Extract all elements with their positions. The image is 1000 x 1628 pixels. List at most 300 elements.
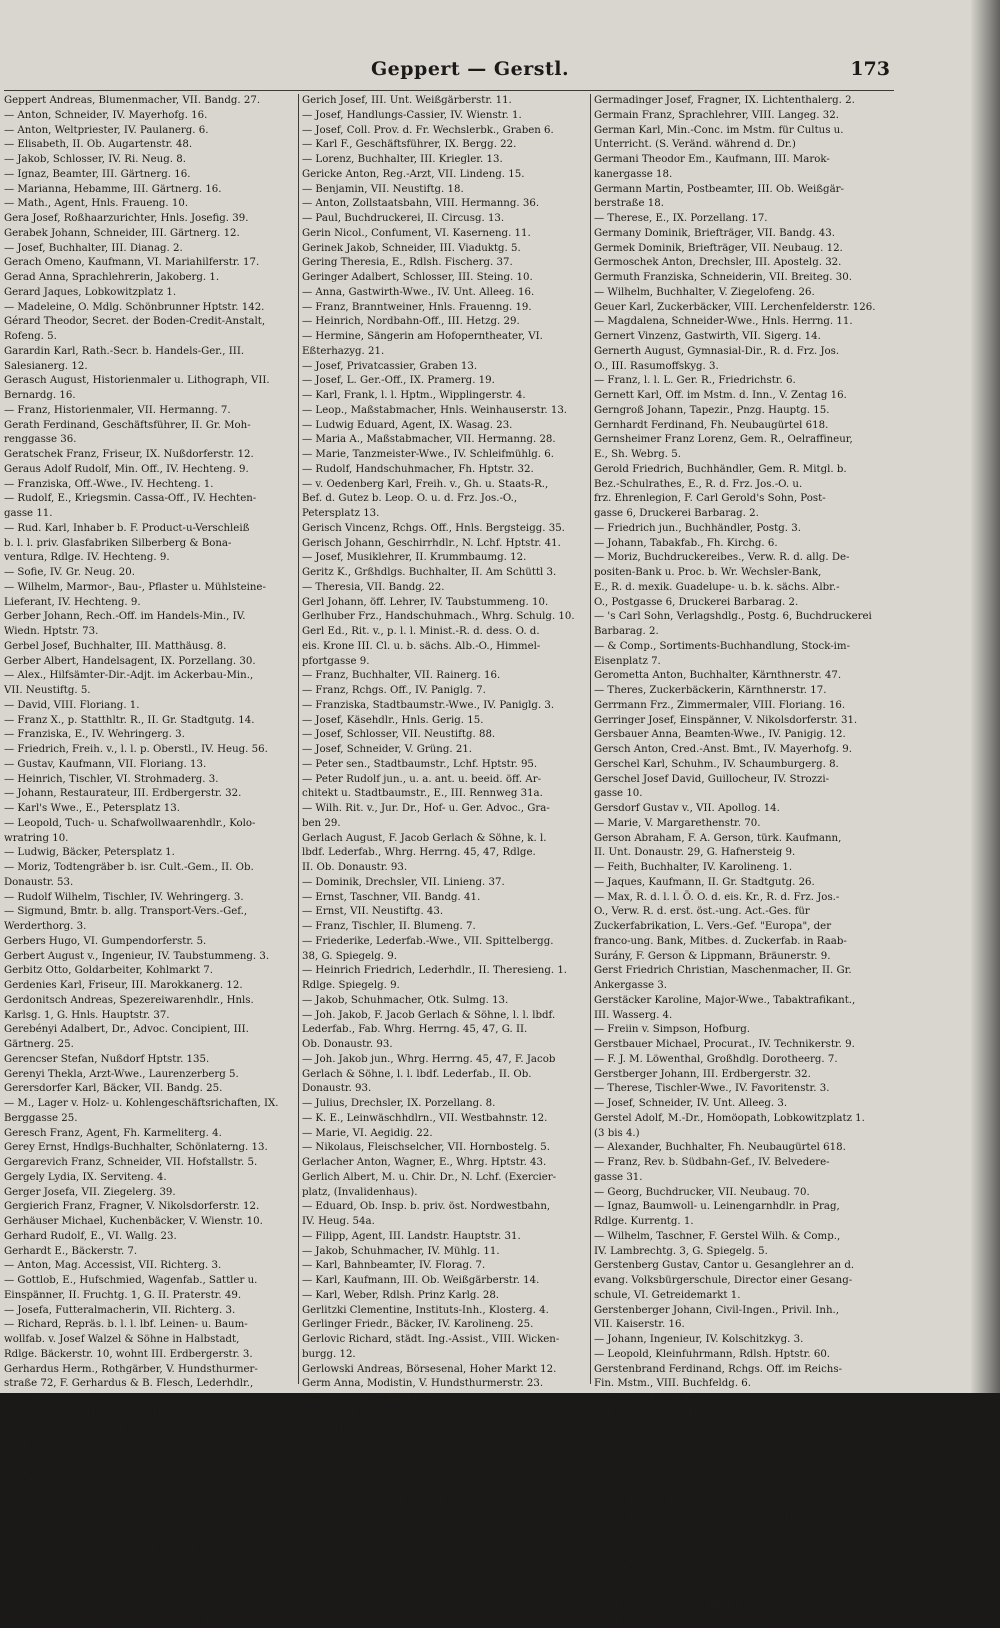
directory-entry-line: — & Comp., Sortiments-Buchhandlung, Stock-im- [594, 640, 851, 652]
directory-entry-line: franco-ung. Bank, Mitbes. d. Zuckerfab. in Raab- [594, 935, 847, 947]
directory-entry-line: — Josefa, Futteralmacherin, VII. Richterg. 3. [4, 1304, 236, 1316]
directory-entry-line: Karlsg. 1, G. Hnls. Hauptstr. 37. [4, 1009, 170, 1021]
directory-entry-line: Gerstenhöfer Franz, IV. Mühlg. 5. [594, 1555, 768, 1567]
directory-entry-line: Gerath Ferdinand, Geschäftsführer, II. Gr. Moh- [4, 419, 251, 431]
directory-entry-line: wollfab. v. Josef Walzel & Söhne in Halbstadt, [4, 1334, 240, 1345]
directory-entry-line: — Franz, Historienmaler, VII. Hermanng. 7. [4, 404, 231, 416]
directory-entry-line: renggasse 36. [4, 434, 77, 446]
directory-entry-line: — 's Carl Sohn, Verlagshdlg., Postg. 6, Buchdruckerei [594, 611, 872, 623]
directory-entry-line: Gerstenegger Lorenz, V. Wienstr. 11. [594, 1496, 785, 1508]
directory-entry-line: Gerstenbrand Ferdinand, Rchgs. Off. im Reichs- [594, 1363, 843, 1375]
directory-entry-line: — Franziska, E., IV. Wehringerg. 3. [4, 729, 185, 741]
directory-entry-line: Franz-Josefs-Quai 23. [4, 1393, 115, 1404]
page-edge-shadow [970, 0, 1000, 1393]
directory-entry-line: Geppert Andreas, Blumenmacher, VII. Bandg. 27. [4, 95, 261, 106]
directory-entry-line: — Franziska, Off.-Wwe., IV. Hechteng. 1. [4, 478, 214, 490]
directory-entry-line: — Georg, Buchdrucker, VII. Neubaug. 70. [594, 1186, 810, 1198]
directory-entry-line: burgg. 12. [302, 1348, 356, 1360]
page-header-title: Geppert — Gerstl. [370, 58, 570, 80]
directory-entry-line: Gerard Jaques, Lobkowitzplatz 1. [4, 286, 177, 298]
directory-entry-line: — Ernst, Taschner, VII. Bandg. 41. [302, 891, 481, 903]
directory-entry-line: Geringer Adalbert, Schlosser, III. Steing. 10. [302, 272, 533, 283]
directory-entry-line: Gerdenies Karl, Friseur, III. Marokkanerg. 12. [4, 980, 243, 991]
directory-entry-line: Gerschel Karl, Schuhm., IV. Schaumburgerg. 8. [594, 758, 839, 770]
directory-entry-line: Surány, F. Gerson & Lippmann, Bräunerstr. 9. [594, 950, 831, 962]
directory-entry-line: Gerngroß Johann, Tapezir., Pnzg. Hauptg. 15. [594, 404, 830, 416]
directory-entry-line: Gerold Friedrich, Buchhändler, Gem. R. Mitgl. b. [594, 463, 847, 475]
directory-entry-line: — Josef, Privatcassier, Graben 13. [302, 360, 478, 372]
directory-entry-line: — Jakob, Schuhmacher, Otk. Sulmg. 13. [302, 994, 509, 1006]
directory-entry-line: — Benjamin, VII. Neustiftg. 18. [302, 183, 464, 195]
directory-entry-line: — Franz, Polizei-Off., VI. Hirscheng. 15. [302, 1481, 509, 1493]
directory-entry-line: gasse 31. [594, 1171, 643, 1183]
directory-entry-line: Gersdorf Gustav v., VII. Apollog. 14. [594, 803, 780, 814]
directory-entry-line: E., Sh. Webrg. 5. [594, 449, 681, 460]
directory-entry-line: — Franz, Rchgs. Off., IV. Paniglg. 7. [302, 685, 486, 696]
directory-entry-line: Rdlge. Spiegelg. 9. [302, 980, 400, 991]
directory-entry-line: — Friedrich, Freih. v., l. l. p. Oberstl., IV. Heug. 56. [4, 744, 268, 755]
directory-entry-line: — Lorenz, Buchhalter, III. Kriegler. 13. [302, 154, 503, 165]
directory-entry-line: Gersbauer Anna, Beamten-Wwe., IV. Panigig. 12. [594, 729, 846, 741]
directory-entry-line: Germadinger Josef, Fragner, IX. Lichtenthalerg. 2. [594, 95, 855, 106]
directory-entry-line: Gerhardus Herm., Rothgärber, V. Hundsthurmer- [4, 1363, 258, 1375]
directory-entry-line: — Richard, Repräs. b. l. l. lbf. Leinen- u. Baum- [4, 1319, 248, 1331]
directory-entry-line: Gersch Anton, Cred.-Anst. Bmt., IV. Mayerhofg. 9. [594, 744, 852, 755]
directory-entry-line: — Peter Rudolf jun., u. a. ant. u. beeid. öff. Ar- [302, 773, 542, 785]
directory-entry-line: Ob. Donaustr. 93. [302, 1039, 393, 1050]
directory-entry-line: Gärtnerg. 25. [4, 1039, 74, 1050]
directory-entry-line: — David, VIII. Floriang. 1. [4, 699, 140, 711]
directory-entry-line: Gerhold Franz, Milchmeier u. Holzhdlr., E., Fh. 613. [4, 1511, 274, 1522]
directory-entry-line: — Magdalena, Schneider-Wwe., Hnls. Herrng. 11. [594, 316, 853, 328]
directory-entry-line: — Josef, Handlungs-Cassier, IV. Wienstr. 1. [302, 109, 522, 121]
directory-entry-line: Rdlge. Bäckerstr. 10, wohnt III. Erdbergerstr. 3. [4, 1348, 253, 1360]
directory-entry-line: — Ludwig Eduard, Agent, IX. Wasag. 23. [302, 419, 513, 431]
directory-entry-line: E., R. d. mexik. Guadelupe- u. b. k. sächs. Albr.- [594, 581, 840, 593]
directory-entry-line: Geraus Adolf Rudolf, Min. Off., IV. Hechteng. 9. [4, 463, 249, 475]
directory-column-2 [302, 94, 594, 1581]
directory-entry-line: platz, (Invalidenhaus). [302, 1186, 418, 1198]
directory-entry-line: — Gustav, Kaufmann, VII. Floriang. 13. [4, 758, 207, 770]
directory-entry-line: Berggasse 25. [4, 1112, 78, 1124]
directory-entry-line: Gerisch Johann, Geschirrhdlr., N. Lchf. Hptstr. 41. [302, 537, 561, 549]
directory-entry-line: evang. Volksbürgerschule, Director einer Gesang- [594, 1275, 853, 1286]
directory-entry-line: chitekt u. Stadtbaumstr., E., III. Rennweg 31a. [302, 788, 543, 800]
directory-entry-line: Gerbel Josef, Buchhalter, III. Matthäusg. 8. [4, 640, 227, 652]
directory-entry-line: Gerbitz Otto, Goldarbeiter, Kohlmarkt 7. [4, 965, 213, 977]
directory-entry-line: Germoschek Anton, Drechsler, III. Apostelg. 32. [594, 257, 842, 269]
directory-entry-line: — Ignaz, Baumwoll- u. Leinengarnhdlr. in Prag, [594, 1201, 840, 1213]
directory-entry-line: Unterricht. (S. Veränd. während d. Dr.) [594, 139, 796, 151]
directory-entry-line: gasse 10. [594, 788, 643, 800]
directory-entry-line: Garardin Karl, Rath.-Secr. b. Handels-Ger., III. [4, 345, 245, 357]
directory-entry-line: — Leopold, Tuch- u. Schafwollwaarenhdlr., Kolo- [4, 817, 256, 829]
directory-entry-line: lbdf. Lederfab., Whrg. Herrng. 45, 47, Rdlge. [302, 847, 536, 859]
directory-entry-line: — Maria A., Maßstabmacher, VII. Hermanng. 28. [302, 434, 556, 446]
directory-entry-line: — Friedrich jun., Buchhändler, Postg. 3. [594, 522, 801, 534]
directory-entry-line: Bez.-Schulrathes, E., R. d. Frz. Jos.-O. u. [594, 478, 803, 490]
directory-entry-line: (3 bis 4.) [594, 1127, 640, 1139]
directory-entry-line: Gernert Vinzenz, Gastwirth, VII. Sigerg. 14. [594, 331, 821, 342]
directory-entry-line: Geresch Franz, Agent, Fh. Karmeliterg. 4. [4, 1127, 222, 1139]
directory-entry-line: Gerin Nicol., Confument, VI. Kaserneng. 11. [302, 227, 531, 239]
directory-entry-line: — Franz, l. l. L. Ger. R., Friedrichstr. 6. [594, 375, 796, 387]
directory-entry-line: — Henriette, Leinwäschhdlg., Wildpretmarkt 5. [4, 1466, 250, 1478]
directory-entry-line: — Wilhelm, Marmor-, Bau-, Pflaster u. Mühlsteine- [4, 581, 266, 593]
directory-entry-line: Geratschek Franz, Friseur, IX. Nußdorferstr. 12. [4, 449, 254, 460]
directory-entry-line: gasse 27, Bank Neustiftg. 57. [302, 1466, 455, 1478]
directory-entry-line: — Ludwig, Dir. Bmt. b. Donau Dampfschifffahrt- [594, 1525, 843, 1537]
directory-entry-line: — Sigmund, Bmtr. b. allg. Transport-Vers.-Gef., [4, 906, 248, 918]
directory-entry-line: Gerisch Vincenz, Rchgs. Off., Hnls. Bergsteigg. 35. [302, 522, 565, 534]
directory-entry-line: — Alex., Hilfsämter-Dir.-Adjt. im Ackerbau-Min., [4, 670, 254, 682]
directory-entry-line: Gerach Omeno, Kaufmann, VI. Mariahilferstr. 17. [4, 257, 260, 269]
directory-entry-line: — Friederike, Lederfab.-Wwe., VII. Spittelbergg. [302, 935, 554, 947]
directory-entry-line: Germek Dominik, Briefträger, VII. Neubaug. 12. [594, 242, 843, 254]
directory-entry-line: — Therese, E., IX. Porzellang. 17. [594, 213, 768, 224]
directory-entry-line: — Josef, Musiklehrer, II. Krummbaumg. 12. [302, 552, 527, 564]
directory-entry-line: Gerber Albert, Handelsagent, IX. Porzellang. 30. [4, 655, 256, 667]
directory-entry-line: Ankergasse 3. [594, 980, 668, 991]
directory-entry-line: bahnen, V. Margarethenstr. 67. [594, 1481, 755, 1493]
directory-entry-line: — Math., Agent, Hnls. Fraueng. 10. [4, 198, 189, 210]
directory-entry-line: — Franz X., p. Statthltr. R., II. Gr. Stadtgutg. 14. [4, 714, 255, 726]
directory-entry-line: Gera Josef, Roßhaarzurichter, Hnls. Josefig. 39. [4, 213, 249, 224]
directory-entry-line: — Gottlob, E., Hufschmied, Wagenfab., Sattler u. [4, 1275, 258, 1286]
directory-entry-line: O., Verw. R. d. erst. öst.-ung. Act.-Ges. für [594, 906, 810, 918]
directory-entry-line: Gernhardt Ferdinand, Fh. Neubaugürtel 618. [594, 419, 829, 431]
directory-entry-line: — v. Oedenberg Karl, Freih. v., Gh. u. Staats-R., [302, 478, 549, 490]
directory-entry-line: Gerrmann Frz., Zimmermaler, VIII. Floriang. 16. [594, 699, 846, 711]
directory-entry-line: Gerger Josefa, VII. Ziegelerg. 39. [4, 1186, 176, 1198]
directory-entry-line: — Johann, E., III. Hühnerg. 4. [594, 1393, 748, 1404]
directory-entry-line: — Karl F., Geschäftsführer, IX. Bergg. 22. [302, 139, 517, 151]
directory-entry-line: — Albert, Geschäftsagent, IX. Alserstr. 34. [594, 1614, 813, 1626]
directory-entry-line: — Josef, Coll. Prov. d. Fr. Wechslerbk., Graben 6. [302, 124, 554, 136]
directory-entry-line: Gerstenbrandt Bened., p. Mil. Verpfl. Oberverw., [594, 1437, 846, 1449]
directory-entry-line: Gerst Friedrich Christian, Maschenmacher, II. Gr. [594, 965, 852, 977]
directory-entry-line: — Alexander, Buchhalter, Fh. Neubaugürtel 618. [594, 1142, 846, 1154]
directory-entry-line: Gergely Lydia, IX. Serviteng. 4. [4, 1171, 167, 1183]
directory-entry-line: Gerlich Albert, M. u. Chir. Dr., N. Lchf. (Exercier- [302, 1171, 557, 1183]
directory-entry-line: Werderthorg. 3. [4, 921, 87, 932]
directory-entry-line: — Feith, Buchhalter, IV. Karolineng. 1. [594, 862, 793, 873]
directory-entry-line: — K. E., Leinwäschhdlrn., VII. Westbahnstr. 12. [302, 1112, 548, 1124]
directory-entry-line: — Sofie, IV. Gr. Neug. 20. [4, 567, 135, 578]
directory-entry-line: — Paul, Buchdruckerei, II. Circusg. 13. [302, 213, 505, 224]
directory-entry-line: Gerstberger Johann, III. Erdbergerstr. 32. [594, 1068, 811, 1080]
directory-entry-line: Bef. d. Gutez b. Leop. O. u. d. Frz. Jos.-O., [302, 493, 518, 505]
header-rule [4, 90, 894, 91]
directory-entry-line: — Karl, Weber, Rdlsh. Prinz Karlg. 28. [302, 1289, 500, 1301]
directory-entry-line: — Peter sen., Stadtbaumstr., Lchf. Hptstr. 95. [302, 758, 538, 770]
directory-entry-line: Gerometta Anton, Buchhalter, Kärnthnerstr. 47. [594, 670, 842, 682]
directory-entry-line: Gerl Ed., Rit. v., p. l. l. Minist.-R. d. dess. O. d. [302, 626, 540, 637]
directory-entry-line: — Dominik, Drechsler, VII. Linieng. 37. [302, 876, 505, 888]
directory-entry-line: — Anton, Schneider, IV. Mayerhofg. 16. [4, 109, 208, 121]
directory-entry-line: — Marianna, Hebamme, III. Gärtnerg. 16. [4, 183, 222, 195]
directory-entry-line: — Franz sen., Milchmeier, VI. Stiegeng. 11. [4, 1525, 230, 1537]
directory-entry-line: — Josef, Buchhalter, III. Dianag. 2. [4, 242, 183, 254]
directory-entry-line: — Theresia, VII. Bandg. 22. [302, 581, 445, 593]
directory-entry-line: Gerasch August, Historienmaler u. Lithograph, VII. [4, 375, 270, 387]
directory-entry-line: — Josef, Schneider, V. Grüng. 21. [302, 744, 473, 755]
directory-entry-line: Germany Dominik, Briefträger, VII. Bandg. 43. [594, 227, 835, 239]
directory-entry-line: Gerencser Stefan, Nußdorf Hptstr. 135. [4, 1053, 210, 1065]
directory-entry-line: Gergarevich Franz, Schneider, VII. Hofstallstr. 5. [4, 1157, 258, 1168]
directory-entry-line: — Rudolf, E., Kriegsmin. Cassa-Off., IV. Hechten- [4, 493, 257, 505]
directory-entry-line: — Franz, Clavierstimmer, V. Krong. 16. [4, 1540, 206, 1552]
directory-entry-line: — Johann, Restaurateur, III. Erdbergerstr. 32. [4, 788, 242, 800]
directory-entry-line: Gérard Theodor, Secret. der Boden-Credit-Anstalt, [4, 316, 266, 328]
directory-entry-line: Lederfab., Fab. Whrg. Herrng. 45, 47, G. II. [302, 1024, 528, 1036]
directory-entry-line: IV. Lambrechtg. 3, G. Spiegelg. 5. [594, 1245, 768, 1257]
directory-entry-line: Gesell., Graben 29. [594, 1540, 694, 1552]
directory-entry-line: — Karl's Wwe., E., Petersplatz 13. [4, 803, 180, 814]
directory-entry-line: berstraße 18. [594, 198, 664, 210]
directory-entry-line: — Franz, Agent, Hnls. Rosenthalg. 16. [302, 1437, 501, 1449]
directory-entry-line: — Franz, Branntweiner, Hnls. Frauenng. 19. [302, 301, 532, 313]
directory-entry-line: — Heinrich, Nordbahn-Off., III. Hetzg. 29. [302, 316, 520, 328]
directory-entry-line: — Karl, Frank, l. l. Hptm., Wipplingerstr. 4. [302, 390, 526, 401]
directory-entry-line: gasse 6, Druckerei Barbarag. 2. [594, 508, 759, 519]
directory-entry-line: — Magdalena, IX. Brünnlg. 4. [302, 1555, 456, 1567]
directory-entry-line: — Joh. Jakob, F. Jacob Gerlach & Söhne, l. l. lbdf. [302, 1009, 556, 1021]
directory-entry-line: — Karl, Schuhmacher, III. Neulingg. 3. [4, 1584, 205, 1596]
directory-entry-line: — Franziska, Stadtbaumstr.-Wwe., IV. Paniglg. 3. [302, 699, 555, 711]
directory-entry-line: Gerl Johann, öff. Lehrer, IV. Taubstummeng. 10. [302, 596, 549, 608]
directory-entry-line: II. Ob. Donaustr. 93. [302, 862, 408, 873]
directory-entry-line: — Karl, Kaufmann, III. Ob. Weißgärberstr. 14. [302, 1275, 540, 1286]
directory-entry-line: Gerlowski Andreas, Börsesenal, Hoher Markt 12. [302, 1363, 557, 1375]
directory-entry-line: — Leop., Maßstabmacher, Hnls. Weinhauserstr. 13. [302, 404, 568, 416]
directory-entry-line: E., V. Grüng. 32, Bestellungsort Seizerg. 6. [4, 1452, 226, 1463]
directory-entry-line: Gerlhuber Frz., Handschuhmach., Whrg. Schulg. 10. [302, 611, 575, 623]
directory-entry-line: Germ Anna, Modistin, V. Hundsthurmerstr. 23. [302, 1378, 544, 1390]
directory-entry-line: IV. Heug. 54a. [302, 1216, 375, 1227]
directory-entry-line: — Franz, Tischler, II. Blumeng. 7. [302, 921, 476, 932]
directory-entry-line: frz. Ehrenlegion, F. Carl Gerold's Sohn, Post- [594, 493, 826, 505]
directory-entry-line: — Josefine, Kleidermacherin, Graben 29. [4, 1481, 216, 1493]
directory-entry-line: — Johann Josef, Silberarbeiter, VII. Neustiftg. 17. [4, 1614, 260, 1626]
directory-entry-line: Gerlinger Friedr., Bäcker, IV. Karolineng. 25. [302, 1319, 534, 1331]
directory-entry-line: — Leopold, Kleinfuhrmann, Rdlsh. Hptstr. 60. [594, 1348, 831, 1360]
directory-entry-line: — Wilhelm, Taschner, F. Gerstel Wilh. & Comp., [594, 1230, 841, 1242]
page-number: 173 [850, 58, 890, 80]
directory-entry-line: — Moriz, Buchdruckereibes., Verw. R. d. allg. De- [594, 552, 850, 564]
directory-entry-line: — Ferdinand, Milchmeier, III. Rennweg 72. [302, 1422, 526, 1434]
directory-entry-line: Gerhart Anton, Maler, VI. Corneliusg. 1. [4, 1407, 212, 1419]
directory-entry-line: Gerstbauer Michael, Procurat., IV. Technikerstr. 9. [594, 1039, 855, 1050]
directory-entry-line: Salesianerg. 12. [4, 360, 88, 372]
directory-entry-line: — Rudolf, Handschuhmacher, Fh. Hptstr. 32. [302, 463, 534, 475]
directory-entry-line: Gerbers Hugo, VI. Gumpendorferstr. 5. [4, 935, 207, 947]
directory-entry-line: — Therese, Tischler-Wwe., IV. Favoritenstr. 3. [594, 1083, 830, 1095]
directory-entry-line: Gerinek Jakob, Schneider, III. Viaduktg. 5. [302, 242, 521, 254]
directory-entry-line: gasse 11. [4, 508, 53, 519]
directory-entry-line: Gerbert August v., Ingenieur, IV. Taubstummeng. 3. [4, 950, 270, 962]
directory-entry-line: — Josef, Käsehdlr., Hnls. Gerig. 15. [302, 714, 484, 726]
directory-entry-line: Germadinger Franz, Fragner, IX. Salzerg. 9. [302, 1570, 531, 1581]
directory-entry-line: Petersplatz 13. [302, 508, 380, 519]
directory-entry-line: — Karl, Gemhdlr., III. Rennweg 55. [594, 1407, 776, 1419]
directory-entry-line: — Johann, Tabakfab., Fh. Kirchg. 6. [594, 537, 778, 549]
directory-entry-line: O., III. Rasumoffskyg. 3. [594, 360, 719, 372]
directory-entry-line: — Josef, Schneider, IV. Unt. Alleeg. 3. [594, 1098, 788, 1109]
directory-entry-line: — Jakob, Schlosser, IV. Ri. Neug. 8. [4, 154, 186, 165]
directory-entry-line: — Ludwig, Bäcker, Petersplatz 1. [4, 847, 175, 859]
directory-entry-line: Gerson Abraham, F. A. Gerson, türk. Kaufmann, [594, 832, 842, 844]
directory-entry-line: Gerhold Franz, Agent, Fh. Karmeliterg. 4. [4, 1599, 221, 1611]
directory-entry-line: Gerlach August, F. Jacob Gerlach & Söhne, k. l. [302, 832, 547, 844]
directory-entry-line: straße 72, F. Gerhardus & B. Flesch, Lederhdlr., [4, 1378, 254, 1390]
directory-entry-line: — Karl, Bahnbeamter, IV. Florag. 7. [302, 1260, 486, 1272]
directory-entry-line: Gernsheimer Franz Lorenz, Gem. R., Oelraffineur, [594, 434, 853, 446]
directory-entry-line: O., Postgasse 6, Druckerei Barbarag. 2. [594, 596, 799, 608]
directory-entry-line: Gerber Johann, Rech.-Off. im Handels-Min., IV. [4, 611, 246, 623]
directory-entry-line: — Wilh. Rit. v., Jur. Dr., Hof- u. Ger. Advoc., Gra- [302, 803, 550, 814]
directory-entry-line: schule, VI. Getreidemarkt 1. [594, 1289, 741, 1301]
directory-entry-line: Germani Theodor Em., Kaufmann, III. Marok- [594, 154, 830, 165]
directory-entry-line: — Marie, VI. Aegidig. 22. [302, 1127, 433, 1139]
directory-entry-line: leiter, VIII. Whlg. Gauptstr. 13. [302, 1525, 462, 1537]
directory-entry-line: — Moriz, Todtengräber b. isr. Cult.-Gem., II. Ob. [4, 862, 254, 873]
directory-entry-line: Lieferant, IV. Hechteng. 9. [4, 596, 141, 608]
directory-entry-line: Gerenyi Thekla, Arzt-Wwe., Laurenzerberg 5. [4, 1068, 239, 1080]
directory-entry-line: Fin. Mstm., VIII. Buchfeldg. 6. [594, 1378, 752, 1390]
directory-entry-line: Rofeng. 5. [4, 331, 57, 342]
directory-entry-line: — Max, R. d. l. l. Ö. O. d. eis. Kr., R. d. Frz. Jos.- [594, 891, 840, 903]
directory-entry-line: — Marie, V. Margarethenstr. 70. [594, 817, 761, 829]
directory-entry-line: Gerlacher Anton, Wagner, E., Whrg. Hptstr. 43. [302, 1157, 547, 1168]
directory-entry-line: ventura, Rdlge. IV. Hechteng. 9. [4, 552, 170, 564]
directory-column-3 [594, 94, 894, 1626]
directory-entry-line: Gerstel Adolf, M.-Dr., Homöopath, Lobkowitzplatz 1. [594, 1112, 865, 1124]
directory-entry-line: Gerhauser Andreas, p. l. l. Oberstl. IV. Ob. Alleeg. 14. [4, 1496, 281, 1508]
directory-entry-line: Barbarag. 2. [594, 626, 659, 637]
directory-entry-line: Gerstl Albert E., Gummihdlr., Gesch. Inh., II. Ob. [594, 1570, 847, 1581]
directory-entry-line: Rdlge. Kurrentg. 1. [594, 1216, 694, 1227]
directory-entry-line: Gerersdorfer Karl, Bäcker, VII. Bandg. 25. [4, 1083, 223, 1095]
directory-entry-line: — Franz, Tischler, IV. Columbusg. 8. [302, 1496, 490, 1508]
directory-entry-line: — Franz, Rev. b. Südbahn-Gef., IV. Belvedere- [594, 1157, 830, 1168]
directory-entry-line: — Madeleine, O. Mdlg. Schönbrunner Hptstr. 142. [4, 301, 265, 313]
directory-entry-line: — Ignaz, F. l. Polizei-Ober-Commiss. u. Bezirks- [302, 1511, 547, 1522]
directory-entry-line: — Josef, L. Ger.-Off., IX. Pramerg. 19. [302, 375, 495, 387]
directory-entry-line: — Elisabeth, II. Ob. Augartenstr. 48. [4, 139, 193, 151]
directory-entry-line: Gerhäuser Michael, Kuchenbäcker, V. Wienstr. 10. [4, 1216, 263, 1227]
directory-entry-line: — Rud. Karl, Inhaber b. F. Product-u-Verschleiß [4, 522, 250, 534]
directory-entry-line: — Jakob, Schuhmacher, IV. Mühlg. 11. [302, 1245, 500, 1257]
directory-entry-line: Gerhardt E., Bäckerstr. 7. [4, 1245, 138, 1257]
directory-entry-line: Eisenplatz 7. [594, 655, 661, 667]
directory-entry-line: — Jaques, Kaufmann, II. Gr. Stadtgutg. 26. [594, 876, 815, 888]
directory-entry-line: VII. Kaiserstr. 16. [594, 1319, 685, 1331]
directory-entry-line: — Gottlieb, VII. Mariahilferstr. 114. [4, 1555, 188, 1567]
directory-entry-line: pfortgasse 9. [302, 655, 370, 667]
directory-entry-line: wratring 10. [4, 832, 69, 844]
column-rule-1 [298, 94, 299, 1384]
directory-entry-line: — Franz Josef, Fleischselcher, E., VIII. Piaristen- [302, 1452, 553, 1463]
directory-entry-line: — Josef, Schlosser, VII. Neustiftg. 88. [302, 729, 496, 741]
directory-entry-line: — Rudolf Wilhelm, Tischler, IV. Wehringerg. 3. [4, 891, 244, 903]
directory-entry-line: — Anton, Zollstaatsbahn, VIII. Hermanng. 36. [302, 198, 540, 210]
directory-entry-line: IV. Waagg. 1. [594, 1452, 662, 1463]
directory-entry-line: German Karl, Min.-Conc. im Mstm. für Cultus u. [594, 124, 844, 136]
directory-entry-line: II. Unt. Donaustr. 29, G. Hafnersteig 9. [594, 847, 796, 859]
directory-entry-line: — Anton, Mag. Accessist, VII. Richterg. 3. [4, 1260, 222, 1272]
directory-entry-line: Gernerth August, Gymnasial-Dir., R. d. Frz. Jos. [594, 345, 840, 357]
directory-entry-line: — Heinrich Friedrich, Lederhdlr., II. Theresieng. 1. [302, 965, 568, 977]
directory-entry-line: — Joh. Jakob jun., Whrg. Herrng. 45, 47, F. Jacob [302, 1053, 556, 1065]
directory-entry-line: Gerschel Josef David, Guillocheur, IV. Strozzi- [594, 773, 830, 785]
directory-entry-line: b. l. l. priv. Glasfabriken Silberberg & Bona- [4, 537, 232, 549]
directory-entry-line: Eßterhazyg. 21. [302, 345, 385, 357]
directory-entry-line: Gerdonitsch Andreas, Spezereiwarenhdlr., Hnls. [4, 994, 254, 1006]
directory-entry-line: — Heinrich, Tischler, VI. Strohmaderg. 3. [4, 773, 219, 785]
directory-entry-line: Gerey Ernst, Hndlgs-Buchhalter, Schönlaterng. 13. [4, 1142, 268, 1154]
directory-entry-line: — Eduard, Ob. Insp. b. priv. öst. Nordwestbahn, [302, 1201, 551, 1213]
directory-column-1 [4, 94, 296, 1626]
directory-entry-line: Gerebényi Adalbert, Dr., Advoc. Concipient, III. [4, 1024, 249, 1036]
directory-entry-line: — Ignaz, Beamter, III. Gärtnerg. 16. [4, 168, 191, 180]
directory-entry-line: — Ernst, Buchhalter, VI. Stumperg. 16. [302, 1407, 505, 1419]
directory-entry-line: Gerad Anna, Sprachlehrerin, Jakoberg. 1. [4, 272, 220, 283]
directory-entry-line: Germain Franz, Sprachlehrer, VIII. Langeg. 32. [594, 109, 839, 121]
directory-entry-line: Geritz K., Grßhdlgs. Buchhalter, II. Am Schüttl 3. [302, 567, 557, 578]
directory-entry-line: Gericke Anton, Reg.-Arzt, VII. Lindeng. 15. [302, 168, 525, 180]
directory-entry-line: 38, G. Spiegelg. 9. [302, 950, 398, 962]
directory-entry-line: VII. Neustiftg. 5. [4, 685, 91, 696]
directory-entry-line: — Theres, Zuckerbäckerin, Kärnthnerstr. 17. [594, 685, 827, 696]
directory-entry-line: — Albert, Buchhalter, III. Erdbergerstr. 19. [594, 1599, 817, 1611]
directory-entry-line: — Barbara, E., VIII. Piaristeng. 27. [302, 1393, 483, 1404]
directory-entry-line: eis. Krone III. Cl. u. b. sächs. Alb.-O., Himmel- [302, 640, 541, 652]
directory-entry-line: Germann Martin, Postbeamter, III. Ob. Weißgär- [594, 183, 844, 195]
directory-entry-line: — Julius, Drechsler, IX. Porzellang. 8. [302, 1098, 496, 1109]
directory-entry-line: Donaustr. 53. [4, 876, 74, 888]
directory-entry-line: Bernardg. 16. [4, 390, 76, 401]
directory-entry-line: Donaustr. 93. [302, 1083, 372, 1095]
directory-entry-line: Geuer Karl, Zuckerbäcker, VIII. Lerchenfelderstr. 126. [594, 301, 876, 313]
directory-entry-line: — M., Lager v. Holz- u. Kohlengeschäftsrichaften, IX. [4, 1098, 279, 1109]
directory-entry-line: Donaustr. 31, G. Bäckerstr. 4. [594, 1584, 747, 1596]
directory-entry-line: — Franz, Damenschneider, Himmelpfortg. 3. [4, 1422, 236, 1434]
directory-entry-line: positen-Bank u. Proc. b. Wr. Wechsler-Bank, [594, 567, 822, 578]
directory-entry-line: — Camillo, Insp. Cmsr. b. Gen. Insp. d. öst. Eisen- [594, 1466, 851, 1478]
directory-entry-line: Gerabek Johann, Schneider, III. Gärtnerg. 12. [4, 227, 240, 239]
directory-entry-line: — Franz, Buchhalter, VII. Rainerg. 16. [302, 670, 501, 682]
directory-entry-line: — Johann, Ingenieur, IV. Kolschitzkyg. 3. [594, 1334, 804, 1345]
directory-entry-line: Gerlitzki Clementine, Instituts-Inh., Klosterg. 4. [302, 1304, 549, 1316]
directory-entry-line: Gerstäcker Karoline, Major-Wwe., Tabaktrafikant., [594, 994, 856, 1006]
directory-entry-line: Germuth Franziska, Schneiderin, VII. Breiteg. 30. [594, 272, 852, 283]
directory-entry-line: Zuckerfabrikation, L. Vers.-Gef. "Europa", der [594, 921, 832, 932]
directory-entry-line: Gerringer Josef, Einspänner, V. Nikolsdorferstr. 31. [594, 714, 858, 726]
directory-entry-line: Gerhard Rudolf, E., VI. Wallg. 23. [4, 1230, 177, 1242]
directory-entry-line: Gerich Josef, III. Unt. Weißgärberstr. 11. [302, 95, 512, 106]
directory-entry-line: Wiedn. Hptstr. 73. [4, 626, 99, 637]
directory-entry-line: — Johann, Tischler, IV. Reisnerg. 17. [4, 1570, 192, 1581]
directory-entry-line: — F. J. M. Löwenthal, Großhdlg. Dorotheerg. 7. [594, 1053, 838, 1065]
directory-entry-line: Gerstenberg Gustav, Cantor u. Gesanglehrer an d. [594, 1260, 855, 1272]
directory-entry-line: — Anton, Weltpriester, IV. Paulanerg. 6. [4, 124, 209, 136]
directory-entry-line: — Johann, Milchmeier, II. Glockeng. 3. [302, 1540, 502, 1552]
directory-entry-line: — Hermine, Sängerin am Hofoperntheater, VI. [302, 331, 543, 342]
directory-entry-line: Gering Theresia, E., Rdlsh. Fischerg. 37. [302, 257, 513, 269]
directory-entry-line: Gergierich Franz, Fragner, V. Nikolsdorferstr. 12. [4, 1201, 260, 1213]
directory-entry-line: — Nikolaus, Fleischselcher, VII. Hornbostelg. 5. [302, 1142, 550, 1154]
